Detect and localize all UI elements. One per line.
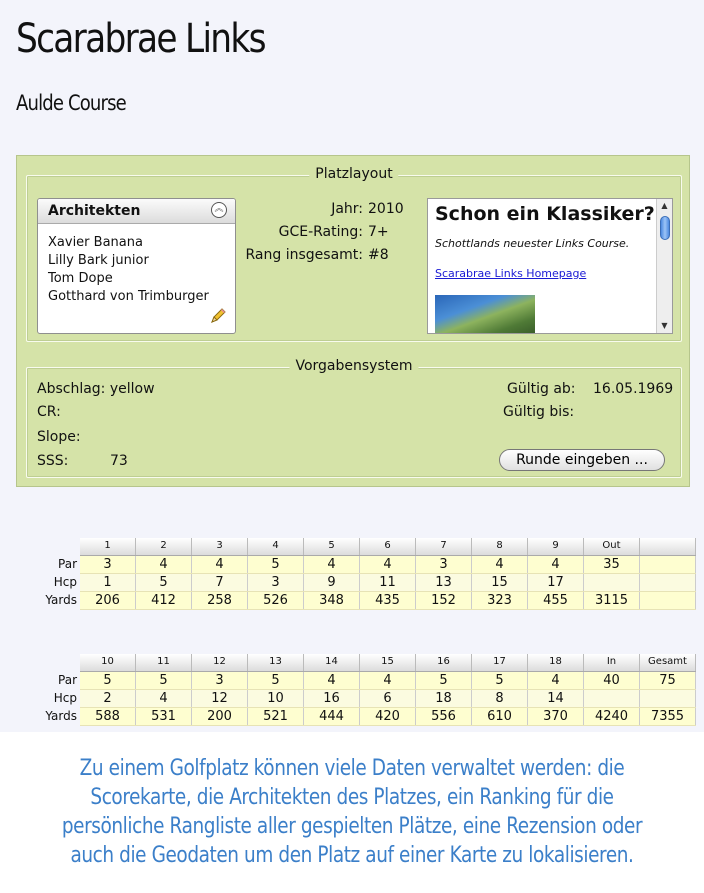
architects-list [48,234,235,306]
stat-jahr [239,198,409,221]
stat-label: Rang insgesamt: [245,247,363,263]
webview-scrollbar[interactable] [656,199,672,333]
slope-label: Slope: [37,429,81,445]
yards-cell[interactable]: 152 [416,591,472,609]
hole-header: Gesamt [640,654,696,671]
stat-gce-rating [239,221,409,244]
yards-row [0,591,696,609]
empty-cell [640,573,696,591]
hole-header: 14 [304,654,360,671]
hole-header: 5 [304,538,360,555]
par-row [0,555,696,573]
scorecard-front-nine [0,538,696,610]
hole-header: Out [584,538,640,555]
hole-header: 6 [360,538,416,555]
architect-item: Xavier Banana [48,235,143,250]
abschlag-row [37,381,155,397]
hcp-cell[interactable]: 12 [192,689,248,707]
par-cell[interactable]: 5 [80,671,136,689]
course-info-panel [16,155,690,487]
abschlag-value: yellow [109,381,155,397]
yards-total-cell: 4240 [584,707,640,725]
vorgaben-title: Vorgabensystem [289,358,418,374]
architect-item: Lilly Bark junior [48,253,149,268]
yards-cell[interactable]: 370 [528,707,584,725]
yards-cell[interactable]: 444 [304,707,360,725]
hcp-cell[interactable]: 3 [248,573,304,591]
hcp-row [0,573,696,591]
par-cell[interactable]: 4 [192,555,248,573]
yards-cell[interactable]: 521 [248,707,304,725]
course-subtitle: Aulde Course [16,91,126,115]
yards-total-cell: 3115 [584,591,640,609]
row-label: Hcp [53,690,77,705]
par-cell[interactable]: 4 [360,555,416,573]
hole-header: 1 [80,538,136,555]
hcp-cell[interactable]: 7 [192,573,248,591]
hole-header-row [0,538,696,555]
hcp-total-cell [584,689,640,707]
architects-title: Architekten [48,203,141,219]
hole-header: 17 [472,654,528,671]
review-heading: Schon ein Klassiker? [435,203,655,225]
stat-value: #8 [368,247,389,263]
pencil-icon[interactable] [209,307,227,325]
runde-eingeben-button[interactable]: Runde eingeben ... [499,449,665,471]
hcp-grand-total-cell [640,689,696,707]
par-cell[interactable]: 4 [472,555,528,573]
caption-line: auch die Geodaten um den Platz auf einer Karte zu lokalisieren. [70,843,634,868]
yards-cell[interactable]: 526 [248,591,304,609]
caption-line: Scorekarte, die Architekten des Platzes, ein Ranking für die [90,785,614,810]
gueltig-bis-label: Gültig bis: [503,404,575,420]
par-total-cell: 35 [584,555,640,573]
hcp-cell[interactable]: 17 [528,573,584,591]
yards-cell[interactable]: 323 [472,591,528,609]
hole-header: 12 [192,654,248,671]
hcp-cell[interactable]: 11 [360,573,416,591]
row-label: Hcp [53,574,77,589]
hole-header: 16 [416,654,472,671]
hcp-cell[interactable]: 15 [472,573,528,591]
hole-header: 2 [136,538,192,555]
par-row [0,671,696,689]
row-label: Par [58,672,77,687]
par-cell[interactable]: 3 [80,555,136,573]
caption-line: persönliche Rangliste aller gespielten Plätze, eine Rezension oder [61,814,643,839]
review-webview[interactable] [427,198,673,334]
hcp-cell[interactable]: 9 [304,573,360,591]
hcp-cell[interactable]: 10 [248,689,304,707]
yards-cell[interactable]: 258 [192,591,248,609]
hcp-cell[interactable]: 13 [416,573,472,591]
sss-value: 73 [110,453,128,469]
yards-cell[interactable]: 435 [360,591,416,609]
cr-label: CR: [37,404,61,420]
par-cell[interactable]: 5 [136,671,192,689]
hole-header: 15 [360,654,416,671]
yards-cell[interactable]: 420 [360,707,416,725]
stat-rang [239,244,409,267]
par-cell[interactable]: 3 [416,555,472,573]
hole-header: 11 [136,654,192,671]
caption-line: Zu einem Golfplatz können viele Daten verwaltet werden: die [79,756,625,781]
par-cell[interactable]: 4 [360,671,416,689]
hcp-cell[interactable]: 14 [528,689,584,707]
yards-cell[interactable]: 556 [416,707,472,725]
hole-header: 8 [472,538,528,555]
hcp-cell[interactable]: 6 [360,689,416,707]
par-cell[interactable]: 5 [248,555,304,573]
par-cell[interactable]: 3 [192,671,248,689]
stat-label: Jahr: [331,201,363,217]
par-cell[interactable]: 5 [472,671,528,689]
par-cell[interactable]: 4 [136,555,192,573]
architect-item: Gotthard von Trimburger [48,289,209,304]
par-cell[interactable]: 4 [528,555,584,573]
yards-cell[interactable]: 455 [528,591,584,609]
par-cell[interactable]: 4 [304,671,360,689]
yards-cell[interactable]: 412 [136,591,192,609]
scroll-down-icon[interactable]: ▼ [661,321,668,330]
row-label: Par [58,556,77,571]
hcp-cell[interactable]: 2 [80,689,136,707]
par-cell[interactable]: 5 [416,671,472,689]
course-photo [435,295,535,333]
hcp-cell[interactable]: 4 [136,689,192,707]
course-stats [239,198,409,267]
hcp-cell[interactable]: 16 [304,689,360,707]
scorecard-back-nine [0,654,696,726]
hole-header: 13 [248,654,304,671]
hole-header-row [0,654,696,671]
hole-header-empty [640,538,696,555]
hole-header: 3 [192,538,248,555]
par-total-cell: 40 [584,671,640,689]
scroll-thumb[interactable] [660,216,670,240]
stat-label: GCE-Rating: [278,224,363,240]
architects-box [37,198,236,334]
hole-header: 9 [528,538,584,555]
yards-cell[interactable]: 206 [80,591,136,609]
homepage-link[interactable]: Scarabrae Links Homepage [435,267,587,280]
empty-cell [640,555,696,573]
hole-header: 4 [248,538,304,555]
architects-header[interactable] [38,199,235,224]
caption-area [0,732,704,893]
hole-header: 10 [80,654,136,671]
yards-cell[interactable]: 588 [80,707,136,725]
yards-row [0,707,696,725]
yards-cell[interactable]: 531 [136,707,192,725]
row-label: Yards [45,592,77,607]
abschlag-label: Abschlag: [37,381,106,397]
hcp-cell[interactable]: 1 [80,573,136,591]
par-grand-total-cell: 75 [640,671,696,689]
hole-header: 7 [416,538,472,555]
hcp-cell[interactable]: 8 [472,689,528,707]
course-title: Scarabrae Links [16,16,265,62]
yards-cell[interactable]: 348 [304,591,360,609]
row-label: Yards [45,708,77,723]
scroll-up-icon[interactable]: ▲ [661,201,668,210]
platzlayout-title: Platzlayout [309,166,398,182]
yards-cell[interactable]: 200 [192,707,248,725]
empty-cell [640,591,696,609]
stat-value: 2010 [368,201,404,217]
yards-cell[interactable]: 610 [472,707,528,725]
hcp-cell[interactable]: 5 [136,573,192,591]
gueltig-ab-label: Gültig ab: [507,381,576,397]
caption [0,754,704,870]
hcp-row [0,689,696,707]
collapse-icon[interactable]: ︽ [211,202,227,218]
architect-item: Tom Dope [48,271,113,286]
hcp-cell[interactable]: 18 [416,689,472,707]
par-cell[interactable]: 4 [528,671,584,689]
stat-value: 7+ [368,224,389,240]
par-cell[interactable]: 4 [304,555,360,573]
par-cell[interactable]: 5 [248,671,304,689]
hole-header: 18 [528,654,584,671]
sss-label: SSS: [37,453,69,469]
review-subtitle: Schottlands neuester Links Course. [435,237,630,250]
gueltig-ab-value: 16.05.1969 [593,381,674,397]
hole-header: In [584,654,640,671]
hcp-total-cell [584,573,640,591]
yards-grand-total-cell: 7355 [640,707,696,725]
